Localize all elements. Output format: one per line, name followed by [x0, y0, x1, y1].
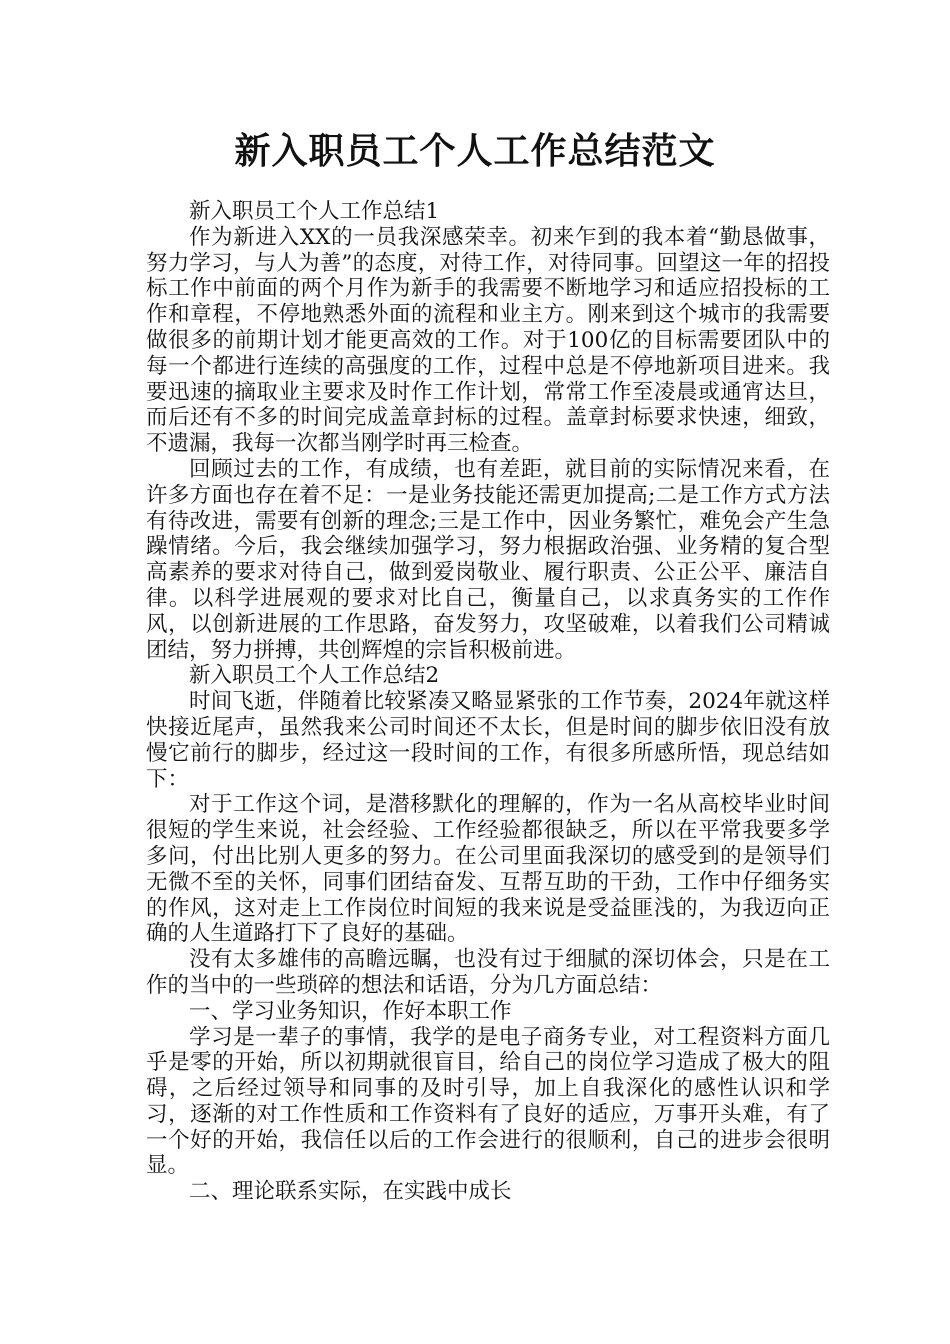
body-paragraph: 对于工作这个词，是潜移默化的理解的，作为一名从高校毕业时间很短的学生来说，社会经验、工作经验都很缺乏，所以在平常我要多学多问，付出比别人更多的努力。在公司里面我深切的感受到的是领导们无微不至的关怀，同事们团结奋发、互帮互助的干劲，工作中仔细务实的作风，这对走上工作岗位时间短的我来说是受益匪浅的，为我迈向正确的人生道路打下了良好的基础。	[146, 792, 830, 947]
body-paragraph: 没有太多雄伟的高瞻远瞩，也没有过于细腻的深切体会，只是在工作的当中的一些琐碎的想法和话语，分为几方面总结：	[146, 947, 830, 998]
subheading-study-business: 一、学习业务知识，作好本职工作	[189, 998, 512, 1024]
section-heading-1: 新入职员工个人工作总结1	[189, 199, 440, 224]
subheading-theory-practice: 二、理论联系实际，在实践中成长	[189, 1179, 512, 1205]
body-paragraph: 回顾过去的工作，有成绩，也有差距，就目前的实际情况来看，在许多方面也存在着不足：一是业务技能还需更加提高;二是工作方式方法有待改进，需要有创新的理念;三是工作中，因业务繁忙，难免会产生急躁情绪。今后，我会继续加强学习，努力根据政治强、业务精的复合型高素养的要求对待自己，做到爱岗敬业、履行职责、公正公平、廉洁自律。以科学进展观的要求对比自己，衡量自己，以求真务实的工作作风，以创新进展的工作思路，奋发努力，攻坚破难，以着我们公司精诚团结，努力拼搏，共创辉煌的宗旨积极前进。	[146, 456, 830, 663]
section-heading-2: 新入职员工个人工作总结2	[189, 663, 440, 689]
body-paragraph: 时间飞逝，伴随着比较紧凑又略显紧张的工作节奏，2024年就这样快接近尾声，虽然我来公司时间还不太长，但是时间的脚步依旧没有放慢它前行的脚步，经过这一段时间的工作，有很多所感所悟，现总结如下：	[146, 689, 830, 792]
body-paragraph: 作为新进入XX的一员我深感荣幸。初来乍到的我本着“勤恳做事，努力学习，与人为善”的态度，对待工作，对待同事。回望这一年的招投标工作中前面的两个月作为新手的我需要不断地学习和适应招投标的工作和章程，不停地熟悉外面的流程和业主方。刚来到这个城市的我需要做很多的前期计划才能更高效的工作。对于100亿的目标需要团队中的每一个都进行连续的高强度的工作，过程中总是不停地新项目进来。我要迅速的摘取业主要求及时作工作计划，常常工作至凌晨或通宵达旦，而后还有不多的时间完成盖章封标的过程。盖章封标要求快速，细致，不遗漏，我每一次都当刚学时再三检查。	[146, 224, 830, 457]
document-title: 新入职员工个人工作总结范文	[234, 131, 716, 172]
document-body	[146, 199, 830, 1205]
body-paragraph: 学习是一辈子的事情，我学的是电子商务专业，对工程资料方面几乎是零的开始，所以初期就很盲目，给自己的岗位学习造成了极大的阻碍，之后经过领导和同事的及时引导，加上自我深化的感性认识和学习，逐渐的对工作性质和工作资料有了良好的适应，万事开头难，有了一个好的开始，我信任以后的工作会进行的很顺利，自己的进步会很明显。	[146, 1024, 830, 1179]
